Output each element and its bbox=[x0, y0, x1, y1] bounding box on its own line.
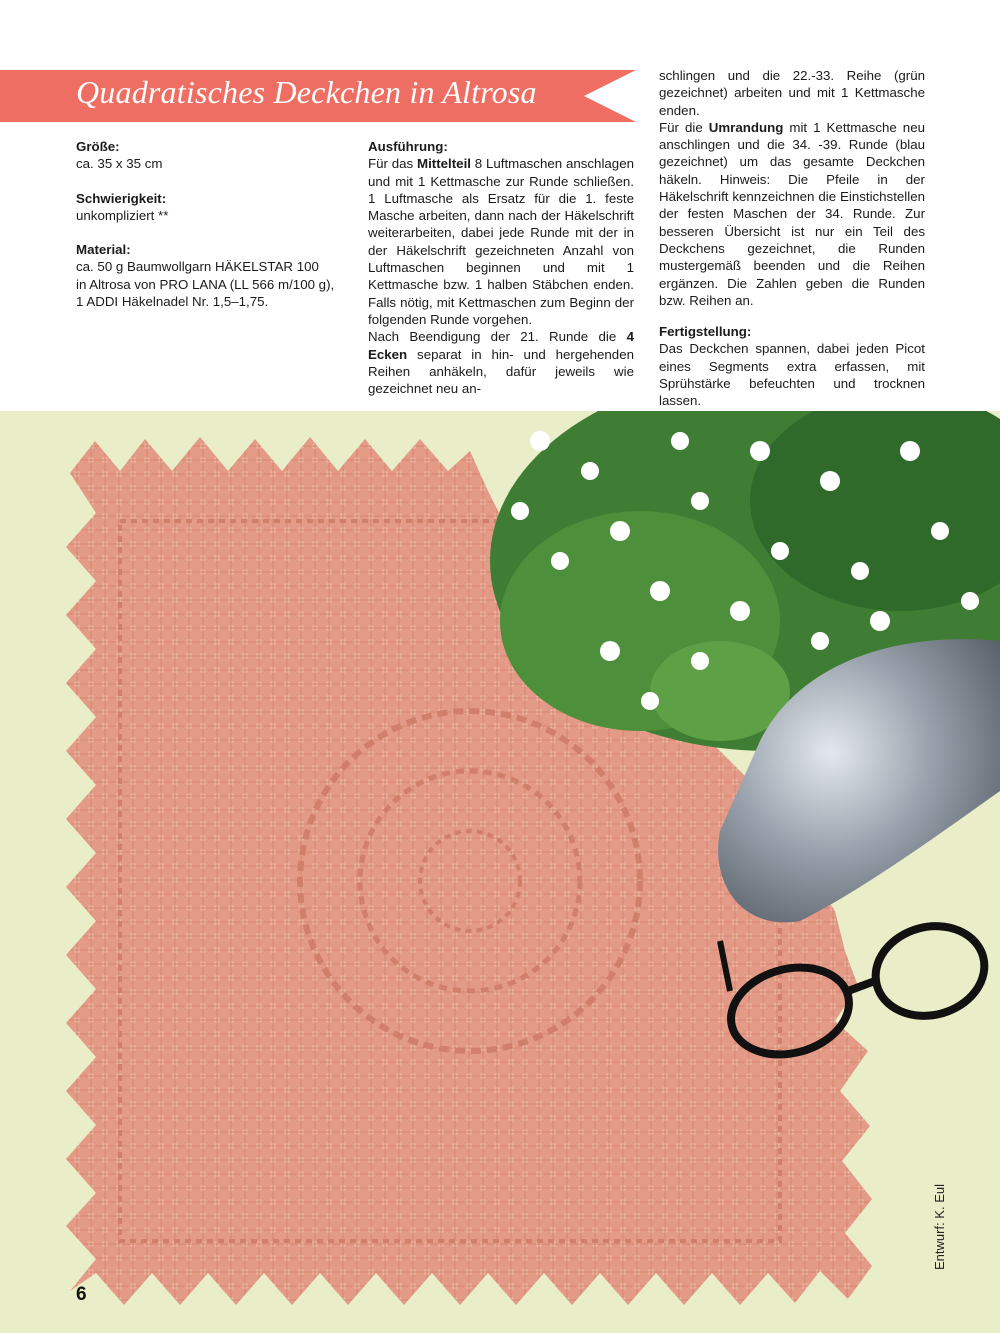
border-column bbox=[659, 67, 925, 427]
difficulty-value: unkompliziert ** bbox=[76, 207, 169, 223]
difficulty-label: Schwierigkeit: bbox=[76, 190, 167, 206]
design-credit: Entwurf: K. Eul bbox=[932, 1184, 947, 1270]
title-ribbon bbox=[0, 70, 636, 122]
corners-paragraph: Nach Beendigung der 21. Runde die 4 Ecken separat in hin- und hergehenden Reihen anhäkeln, dafür jeweils wie gezeichnet neu an- bbox=[368, 329, 634, 397]
material-line: ca. 50 g Baumwollgarn HÄKELSTAR 100 bbox=[76, 259, 319, 275]
center-paragraph: Für das Mittelteil 8 Luftmaschen anschlagen und mit 1 Kettmasche zur Runde schließen. 1 Luftmasche als Ersatz für die 1. feste Masche arbeiten, dann nach der Häkelschrift weiterarbeiten, dabei jede Runde mit der in der Häkelschrift gezeichneten Anzahl von Luftmaschen beginnen und mit 1 Kettmasche bzw. 1 halben Stäbchen enden. Falls nötig, mit Kettmaschen zum Beginn der folgenden Runde vorgehen. bbox=[368, 156, 634, 327]
finish-paragraph: Das Deckchen spannen, dabei jeden Picot eines Segments extra erfassen, mit Sprühstärke befeuchten und trocknen lassen. bbox=[659, 341, 925, 409]
rows-paragraph: schlingen und die 22.-33. Reihe (grün gezeichnet) arbeiten und mit 1 Kettmasche enden. bbox=[659, 68, 925, 118]
execution-heading: Ausführung: bbox=[368, 139, 448, 154]
specs-column bbox=[76, 138, 342, 310]
page-number: 6 bbox=[76, 1284, 87, 1305]
size-value: ca. 35 x 35 cm bbox=[76, 156, 163, 172]
instructions-column bbox=[368, 138, 634, 397]
photo-illustration bbox=[0, 411, 1000, 1333]
finish-heading: Fertigstellung: bbox=[659, 324, 752, 340]
page-title: Quadratisches Deckchen in Altrosa bbox=[76, 74, 537, 110]
doily-photo bbox=[0, 411, 1000, 1333]
size-label: Größe: bbox=[76, 139, 120, 154]
material-line: 1 ADDI Häkelnadel Nr. 1,5–1,75. bbox=[76, 294, 269, 310]
border-paragraph: Für die Umrandung mit 1 Kettmasche neu anschlingen und die 34. -39. Runde (blau gezeichnet) um das gesamte Deckchen häkeln. Hinweis: Die Pfeile in der Häkelschrift kennzeichnen die Einstichstellen der festen Maschen der 34. Runde. Zur besseren Übersicht ist nur ein Teil des Deckchens gezeichnet, die Runden mustergemäß beenden und die Reihen ergänzen. Die Zahlen geben die Runden bzw. Reihen an. bbox=[659, 119, 925, 308]
material-label: Material: bbox=[76, 242, 131, 258]
material-line: in Altrosa von PRO LANA (LL 566 m/100 g), bbox=[76, 276, 335, 292]
